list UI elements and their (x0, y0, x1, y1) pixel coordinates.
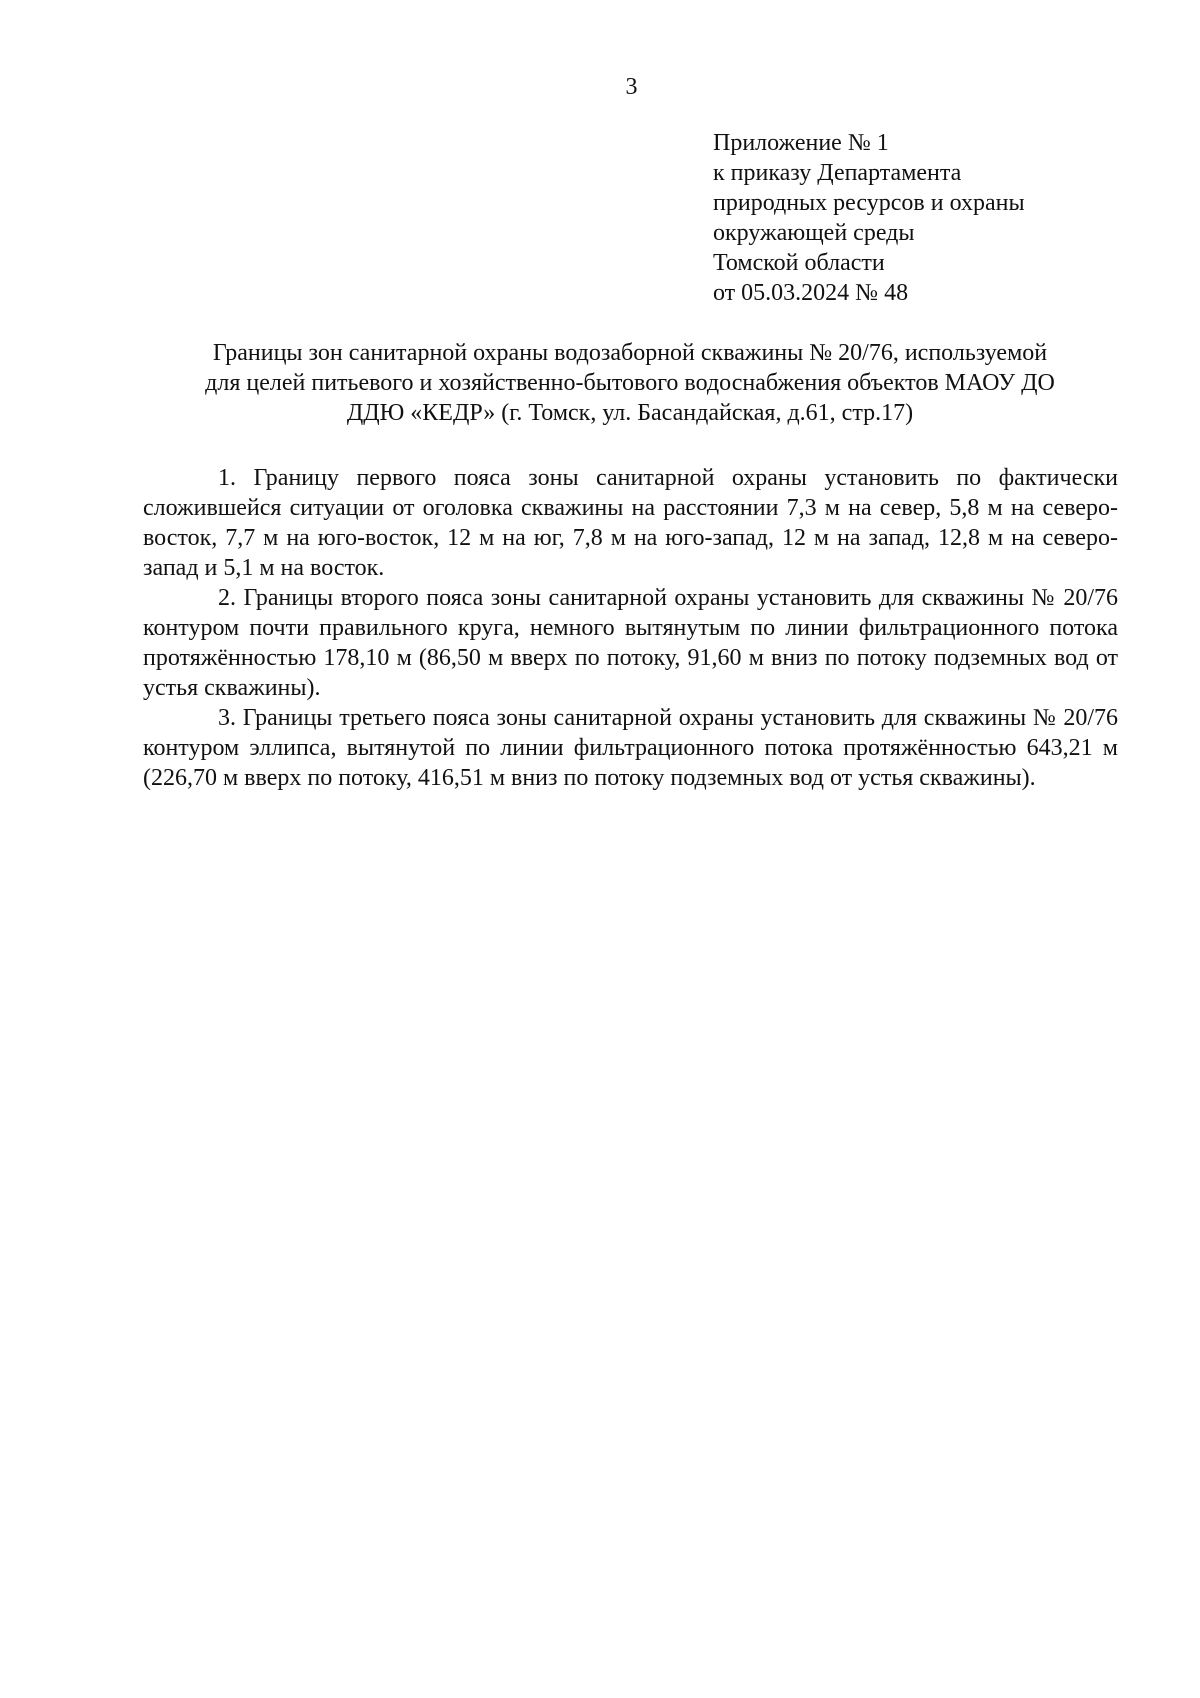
document-body (143, 463, 1118, 793)
title-line: Границы зон санитарной охраны водозаборной скважины № 20/76, используемой (212, 340, 1048, 366)
appendix-reference-block (713, 128, 1153, 308)
paragraph-second-zone: 2. Границы второго пояса зоны санитарной охраны установить для скважины № 20/76 контуром почти правильного круга, немного вытянутым по линии фильтрационного потока протяжённостью 178,10 м (86,50 м вверх по потоку, 91,60 м вниз по потоку подземных вод от устья скважины). (143, 585, 1118, 701)
page-number: 3 (625, 74, 638, 100)
appendix-line: Приложение № 1 (713, 130, 889, 156)
appendix-line: от 05.03.2024 № 48 (713, 280, 909, 306)
appendix-line: окружающей среды (713, 220, 915, 246)
paragraph-third-zone: 3. Границы третьего пояса зоны санитарной охраны установить для скважины № 20/76 контуром эллипса, вытянутой по линии фильтрационного потока протяжённостью 643,21 м (226,70 м вверх по потоку, 416,51 м вниз по потоку подземных вод от устья скважины). (143, 705, 1118, 791)
document-title (140, 338, 1120, 428)
title-line: ДДЮ «КЕДР» (г. Томск, ул. Басандайская, д.61, стр.17) (346, 400, 914, 426)
paragraph-first-zone: 1. Границу первого пояса зоны санитарной охраны установить по фактически сложившейся ситуации от оголовка скважины на расстоянии 7,3 м на север, 5,8 м на северо-восток, 7,7 м на юго-восток, 12 м на юг, 7,8 м на юго-запад, 12 м на запад, 12,8 м на северо-запад и 5,1 м на восток. (143, 465, 1118, 581)
title-line: для целей питьевого и хозяйственно-бытового водоснабжения объектов МАОУ ДО (205, 370, 1055, 396)
appendix-line: природных ресурсов и охраны (713, 190, 1025, 216)
appendix-line: к приказу Департамента (713, 160, 962, 186)
appendix-line: Томской области (713, 250, 885, 276)
